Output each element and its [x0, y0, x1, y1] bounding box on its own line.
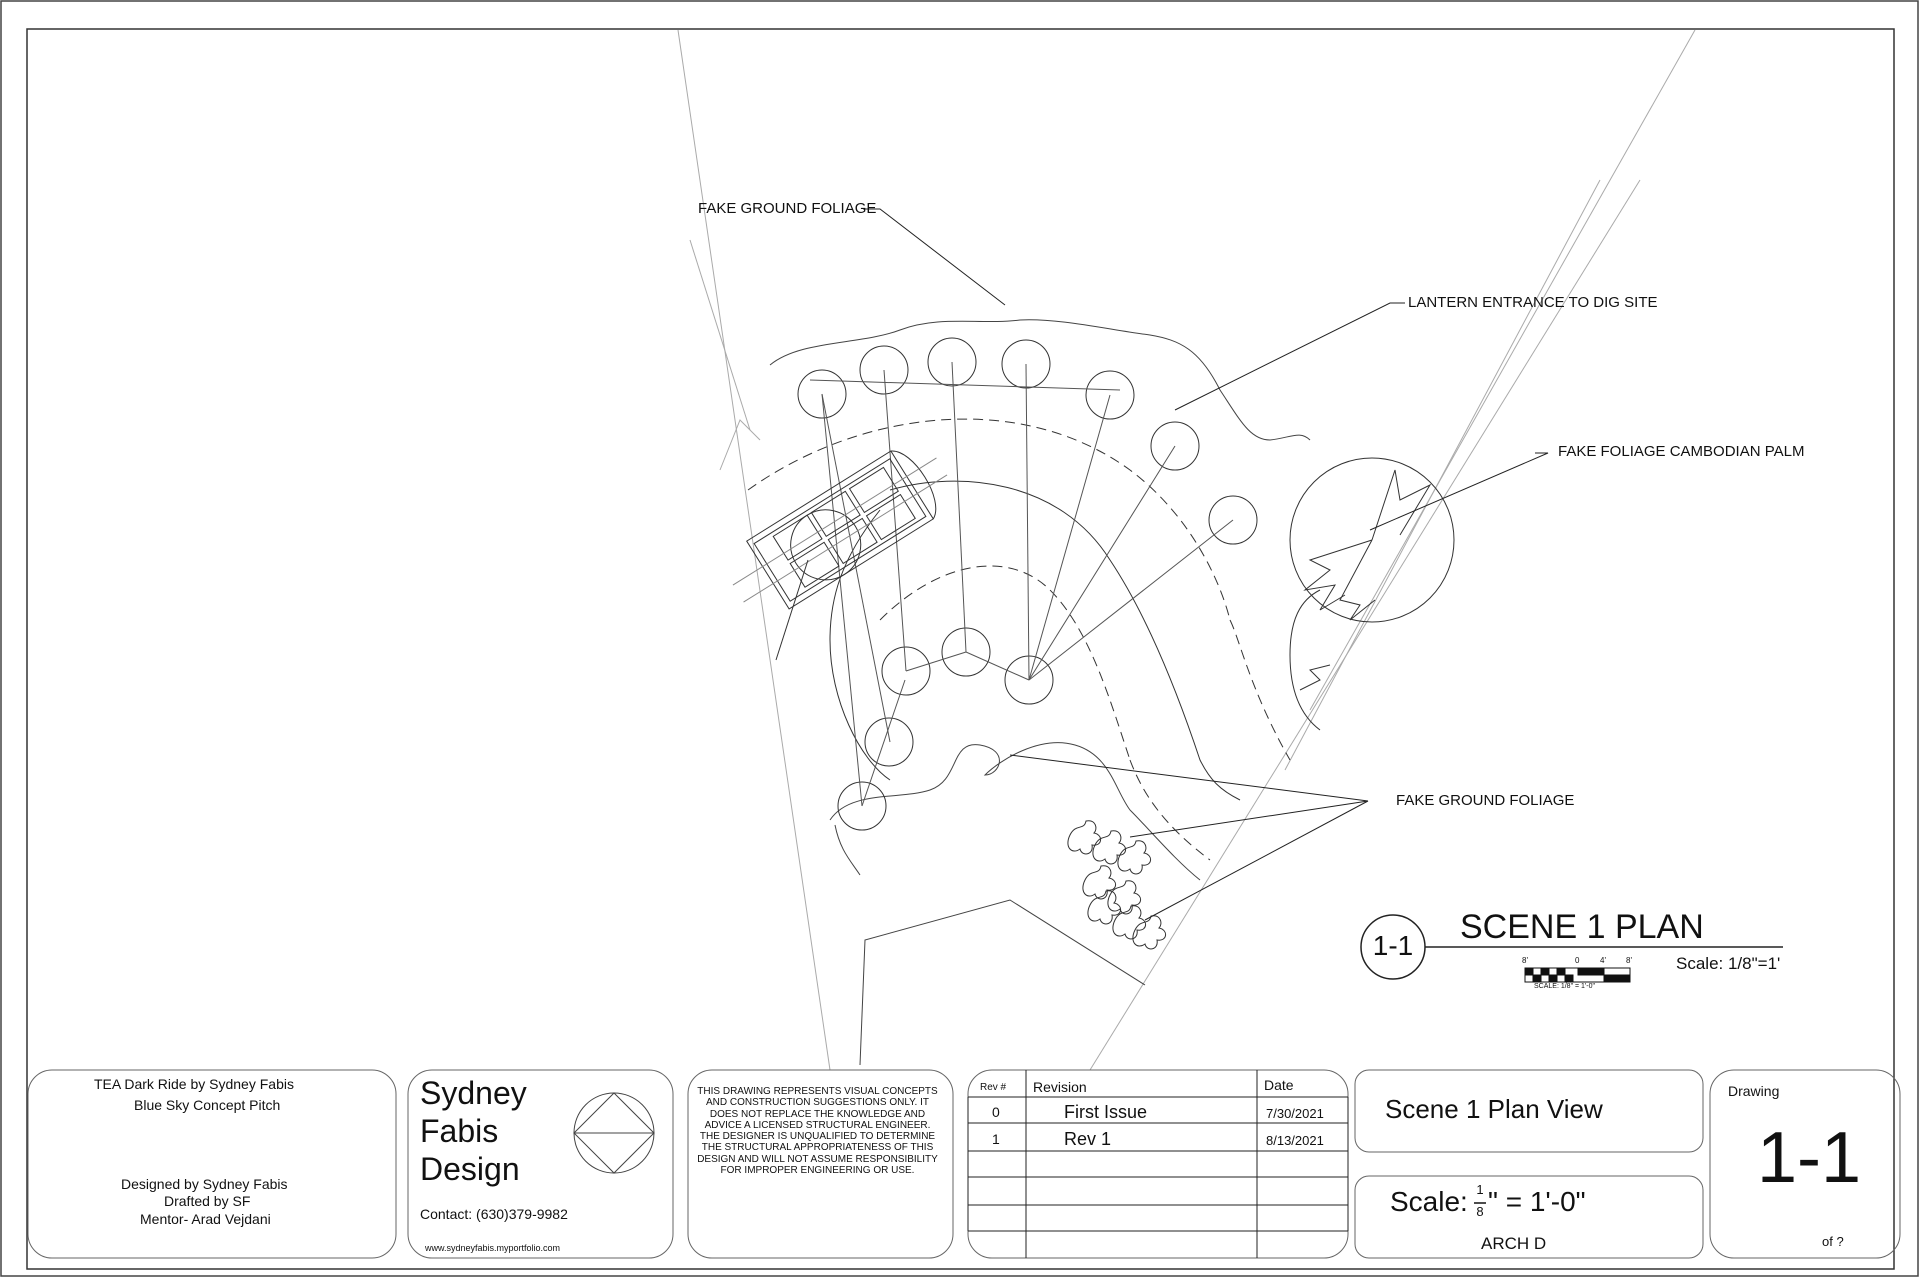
rev-header-date: Date: [1264, 1077, 1294, 1093]
rev-row-0-revision: First Issue: [1064, 1102, 1148, 1122]
company-website[interactable]: www.sydneyfabis.myportfolio.com: [425, 1243, 561, 1253]
sheet-of-count: of ?: [1822, 1234, 1844, 1249]
scalebar-tick-0: 0: [1575, 956, 1580, 965]
rev-row-1-revision: Rev 1: [1064, 1129, 1112, 1149]
title-block-frames: [28, 1070, 1900, 1258]
leader-lines: [863, 209, 1548, 920]
rev-row-0-date: 7/30/2021: [1266, 1106, 1324, 1121]
designed-by: Designed by Sydney Fabis: [121, 1176, 288, 1192]
company-contact: Contact: (630)379-9982: [420, 1206, 568, 1222]
rev-row-1-number: 1: [992, 1131, 1000, 1147]
rev-header-number: Rev #: [980, 1082, 1007, 1093]
rev-row-1-date: 8/13/2021: [1266, 1133, 1324, 1148]
drawing-label: Drawing: [1728, 1083, 1780, 1099]
project-line1: TEA Dark Ride by Sydney Fabis: [94, 1076, 294, 1092]
drafted-by: Drafted by SF: [164, 1193, 251, 1209]
company-name-line3: Design: [420, 1151, 520, 1187]
callout-lantern-entrance: LANTERN ENTRANCE TO DIG SITE: [1408, 294, 1658, 311]
sheet-scale-prefix: Scale:: [1390, 1186, 1468, 1217]
sheet-paper-size: ARCH D: [1481, 1234, 1547, 1253]
sheet-scale-denominator: 8: [1476, 1204, 1484, 1219]
view-tag-title: SCENE 1 PLAN: [1460, 908, 1704, 946]
scalebar-tick-4: 4': [1600, 956, 1606, 965]
project-line2: Blue Sky Concept Pitch: [134, 1097, 281, 1113]
graphic-scalebar: [1525, 968, 1630, 982]
callout-cambodian-palm: FAKE FOLIAGE CAMBODIAN PALM: [1558, 443, 1805, 460]
scalebar-tick-8-right: 8': [1626, 956, 1632, 965]
callout-fake-ground-foliage-top: FAKE GROUND FOLIAGE: [698, 200, 877, 217]
revision-grid: [968, 1070, 1348, 1258]
track-arcs: [748, 419, 1290, 860]
company-name-line2: Fabis: [420, 1113, 499, 1149]
shrubs: [1068, 821, 1166, 949]
mentor: Mentor- Arad Vejdani: [140, 1211, 271, 1227]
scalebar-caption: SCALE: 1/8" = 1'-0": [1534, 983, 1595, 990]
rev-row-0-number: 0: [992, 1104, 1000, 1120]
view-tag-number: 1-1: [1372, 930, 1414, 961]
inner-border: [27, 29, 1894, 1269]
company-name-line1: Sydney: [420, 1075, 527, 1111]
view-tag-scale: Scale: 1/8"=1': [1676, 954, 1781, 973]
sheet-scale-suffix: " = 1'-0": [1488, 1186, 1586, 1217]
disclaimer-text: THIS DRAWING REPRESENTS VISUAL CONCEPTS AND CONSTRUCTION SUGGESTIONS ONLY. IT DOES NOT REPLACE THE KNOWLEDGE AND ADVICE A LICENSED STRUCTURAL ENGINEER. THE DESIGNER IS UNQUALIFIED TO DETERMINE THE STRUCTURAL APPROPRIATENESS OF THIS DESIGN AND WILL NOT ASSUME RESPONSIBILITY FOR IMPROPER ENGINEERING OR USE.: [697, 1086, 938, 1177]
company-logo: [574, 1093, 654, 1173]
drawing-number: 1-1: [1757, 1118, 1862, 1198]
scalebar-tick-8-left: 8': [1522, 956, 1528, 965]
lantern-connections: [810, 362, 1233, 806]
callout-fake-ground-foliage-bottom: FAKE GROUND FOLIAGE: [1396, 792, 1575, 809]
sheet-title: Scene 1 Plan View: [1385, 1094, 1603, 1124]
rev-header-revision: Revision: [1033, 1079, 1087, 1095]
sheet-scale-numerator: 1: [1476, 1182, 1484, 1197]
